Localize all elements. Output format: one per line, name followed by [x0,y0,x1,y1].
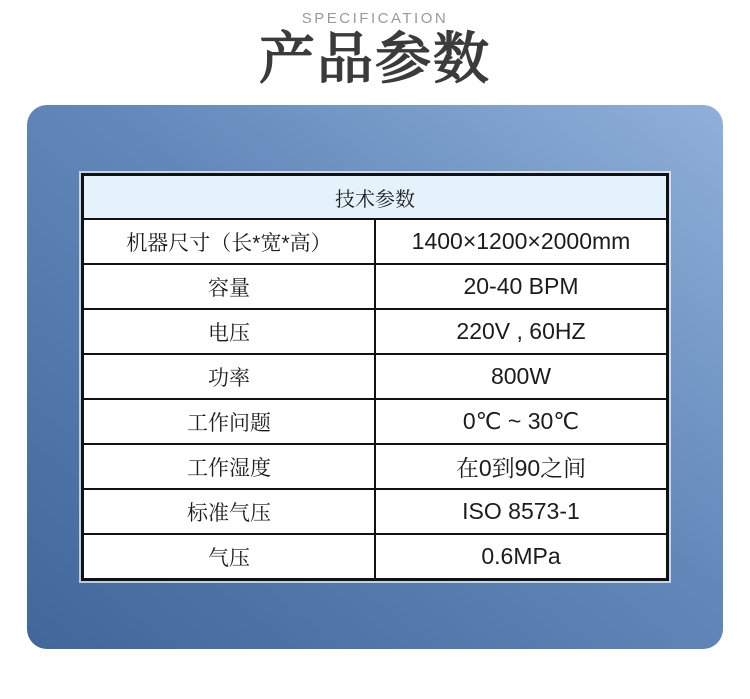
spec-label: 工作问题 [83,399,376,444]
spec-value: 0℃ ~ 30℃ [375,399,668,444]
spec-value: 220V , 60HZ [375,309,668,354]
table-row [83,444,668,489]
table-row [83,264,668,309]
spec-value: 1400×1200×2000mm [375,219,668,264]
spec-value: 0.6MPa [375,534,668,580]
table-row [83,309,668,354]
spec-value: 20-40 BPM [375,264,668,309]
spec-value: ISO 8573-1 [375,489,668,534]
spec-label: 标准气压 [83,489,376,534]
spec-panel [27,105,723,649]
table-row [83,489,668,534]
table-row [83,399,668,444]
table-header-cell: 技术参数 [83,175,668,220]
table-header-row [83,175,668,220]
spec-table-body [83,219,668,580]
table-row [83,219,668,264]
spec-table-head [83,175,668,220]
spec-label: 气压 [83,534,376,580]
section-eyebrow: SPECIFICATION [301,10,449,27]
table-row [83,534,668,580]
spec-label: 电压 [83,309,376,354]
spec-label: 容量 [83,264,376,309]
spec-table [81,173,669,581]
page-title: 产品参数 [259,27,491,90]
table-row [83,354,668,399]
spec-value: 800W [375,354,668,399]
spec-label: 功率 [83,354,376,399]
spec-label: 工作湿度 [83,444,376,489]
spec-value: 在0到90之间 [375,444,668,489]
spec-label: 机器尺寸（长*宽*高） [83,219,376,264]
